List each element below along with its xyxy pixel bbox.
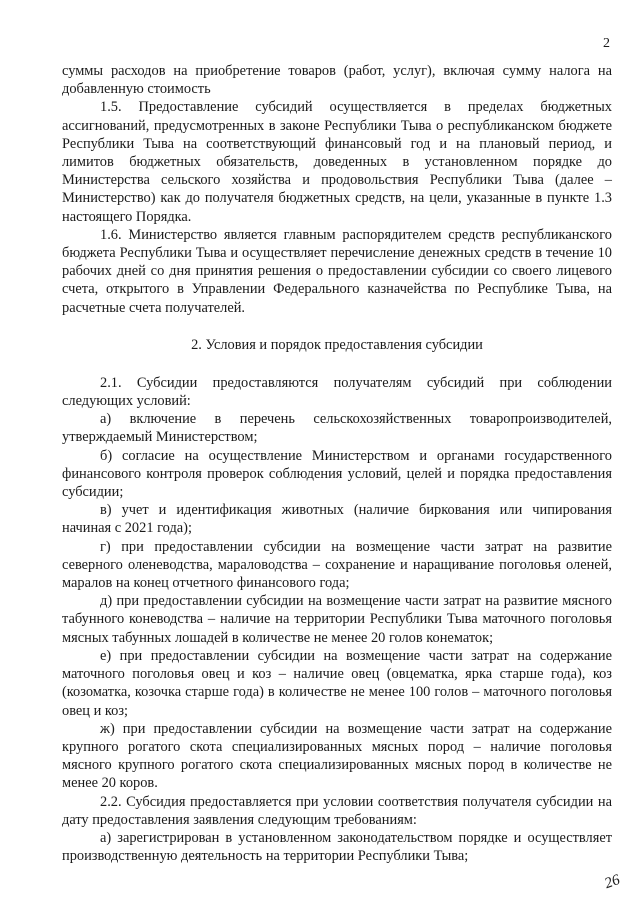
list-item: г) при предоставлении субсидии на возмещение части затрат на развитие северного оленеводства, мараловодства – сохранение и наращивание поголовья оленей, маралов на конец отчетного финансового года; [62, 538, 612, 592]
list-item: д) при предоставлении субсидии на возмещение части затрат на развитие мясного табунного коневодства – наличие на территории Республики Тыва маточного поголовья мясных табунных лошадей в количестве не менее 20 голов конематок; [62, 593, 612, 646]
list-item: б) согласие на осуществление Министерством и органами государственного финансового контроля проверок соблюдения условий, целей и порядка предоставления субсидии; [62, 447, 612, 501]
list-item: в) учет и идентификация животных (наличие биркования или чипирования начиная с 2021 года); [62, 502, 612, 537]
page-number: 2 [603, 36, 610, 51]
list-item: е) при предоставлении субсидии на возмещение части затрат на содержание маточного поголовья овец и коз – наличие овец (овцематка, ярка старше года), коз (козоматка, козочка старше года) в количестве не менее 100 голов – маточного поголовья овец и коз; [62, 647, 612, 719]
paragraph: суммы расходов на приобретение товаров (работ, услуг), включая сумму налога на добавленную стоимость [62, 63, 612, 98]
handwritten-page-mark: 26 [602, 871, 623, 893]
paragraph: 2.1. Субсидии предоставляются получателям субсидий при соблюдении следующих условий: [62, 374, 612, 410]
paragraph: 1.6. Министерство является главным распорядителем средств республиканского бюджета Республики Тыва и осуществляет перечисление денежных средств в течение 10 рабочих дней со дня принятия решения о предоставлении субсидии со своего лицевого счета, открытого в Управлении Федерального казначейства по Республике Тыва, на расчетные счета получателей. [62, 226, 612, 316]
section-heading: 2. Условия и порядок предоставления субсидии [191, 336, 483, 353]
list-item: а) включение в перечень сельскохозяйственных товаропроизводителей, утверждаемый Министерством; [62, 411, 612, 446]
document-body [62, 62, 612, 865]
list-item: ж) при предоставлении субсидии на возмещение части затрат на содержание крупного рогатого скота специализированных мясных пород – наличие поголовья мясного крупного рогатого скота специализированных мясных пород в количестве не менее 20 коров. [62, 720, 612, 792]
paragraph: 1.5. Предоставление субсидий осуществляется в пределах бюджетных ассигнований, предусмотренных в законе Республики Тыва о республиканском бюджете Республики Тыва на соответствующий финансовый год и на плановый период, и лимитов бюджетных обязательств, доведенных в установленном порядке до Министерства сельского хозяйства и продовольствия Республики Тыва (далее – Министерство) как до получателя бюджетных средств, на цели, указанные в пункте 1.3 настоящего Порядка. [62, 99, 612, 225]
paragraph: 2.2. Субсидия предоставляется при условии соответствия получателя субсидии на дату предоставления заявления следующим требованиям: [62, 793, 612, 828]
list-item: а) зарегистрирован в установленном законодательством порядке и осуществляет производственную деятельность на территории Республики Тыва; [62, 829, 612, 865]
